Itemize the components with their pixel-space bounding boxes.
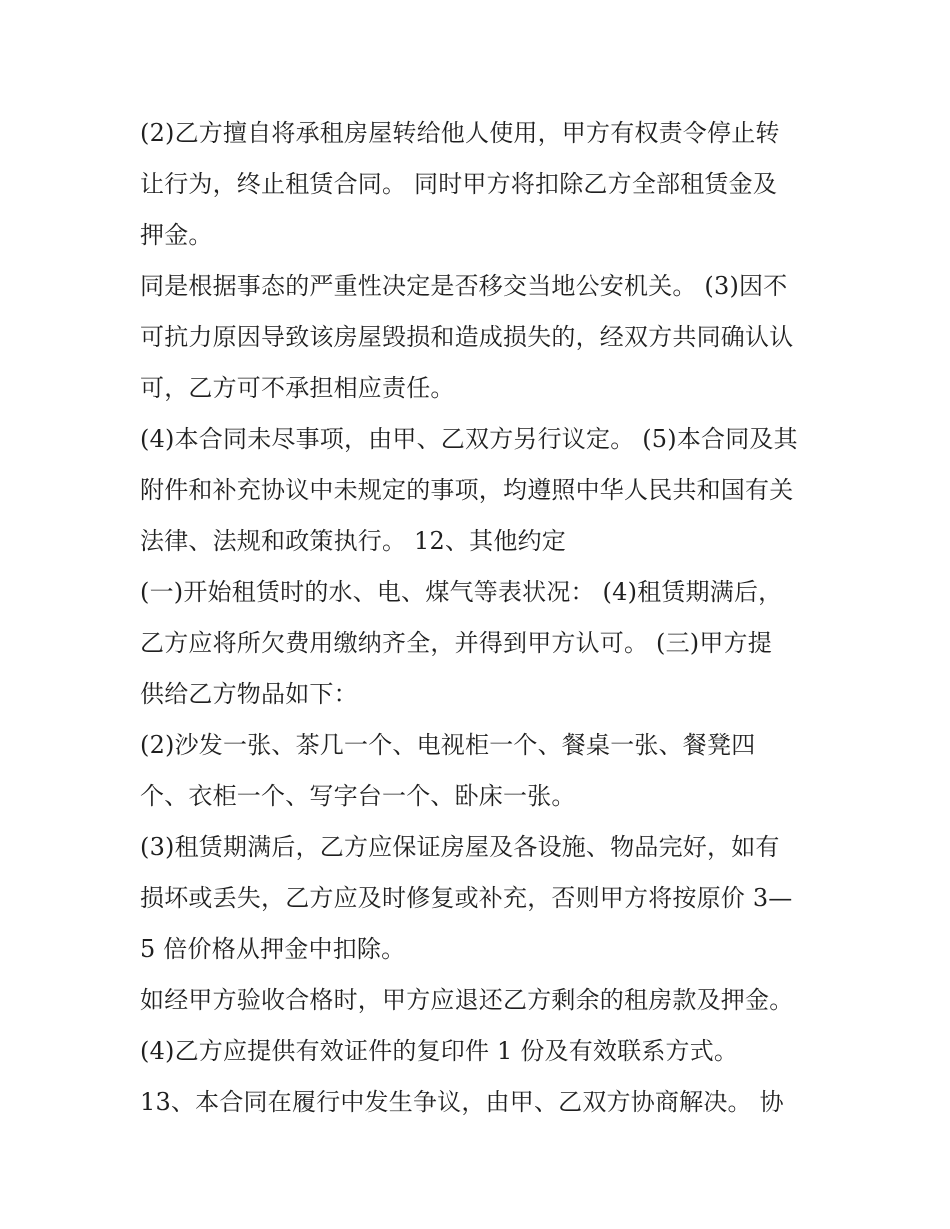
text-line: (一)开始租赁时的水、电、煤气等表状况： (4)租赁期满后， xyxy=(140,578,783,606)
text-line: 13、本合同在履行中发生争议，由甲、乙双方协商解决。 协 xyxy=(140,1088,784,1116)
text-line: 供给乙方物品如下： xyxy=(140,680,358,708)
text-line: 如经甲方验收合格时，甲方应退还乙方剩余的租房款及押金。 xyxy=(140,986,794,1014)
contract-text xyxy=(140,108,820,1128)
text-line: 个、衣柜一个、写字台一个、卧床一张。 xyxy=(140,782,576,810)
text-line: (2)沙发一张、茶几一个、电视柜一个、餐桌一张、餐凳四 xyxy=(140,731,756,759)
text-line: 乙方应将所欠费用缴纳齐全，并得到甲方认可。 (三)甲方提 xyxy=(140,629,772,657)
text-line: 押金。 xyxy=(140,221,213,249)
text-line: 损坏或丢失，乙方应及时修复或补充，否则甲方将按原价 3— xyxy=(140,884,793,912)
text-line: 让行为，终止租赁合同。 同时甲方将扣除乙方全部租赁金及 xyxy=(140,170,778,198)
text-line: (3)租赁期满后，乙方应保证房屋及各设施、物品完好，如有 xyxy=(140,833,780,861)
text-line: 可，乙方可不承担相应责任。 xyxy=(140,374,455,402)
text-line: 附件和补充协议中未规定的事项，均遵照中华人民共和国有关 xyxy=(140,476,794,504)
text-line: 5 倍价格从押金中扣除。 xyxy=(140,935,406,963)
text-line: 法律、法规和政策执行。 12、其他约定 xyxy=(140,527,566,555)
text-line: 可抗力原因导致该房屋毁损和造成损失的，经双方共同确认认 xyxy=(140,323,794,351)
text-line: (2)乙方擅自将承租房屋转给他人使用，甲方有权责令停止转 xyxy=(140,119,780,147)
text-line: (4)本合同未尽事项，由甲、乙双方另行议定。 (5)本合同及其 xyxy=(140,425,798,453)
text-line: (4)乙方应提供有效证件的复印件 1 份及有效联系方式。 xyxy=(140,1037,739,1065)
text-line: 同是根据事态的严重性决定是否移交当地公安机关。 (3)因不 xyxy=(140,272,788,300)
